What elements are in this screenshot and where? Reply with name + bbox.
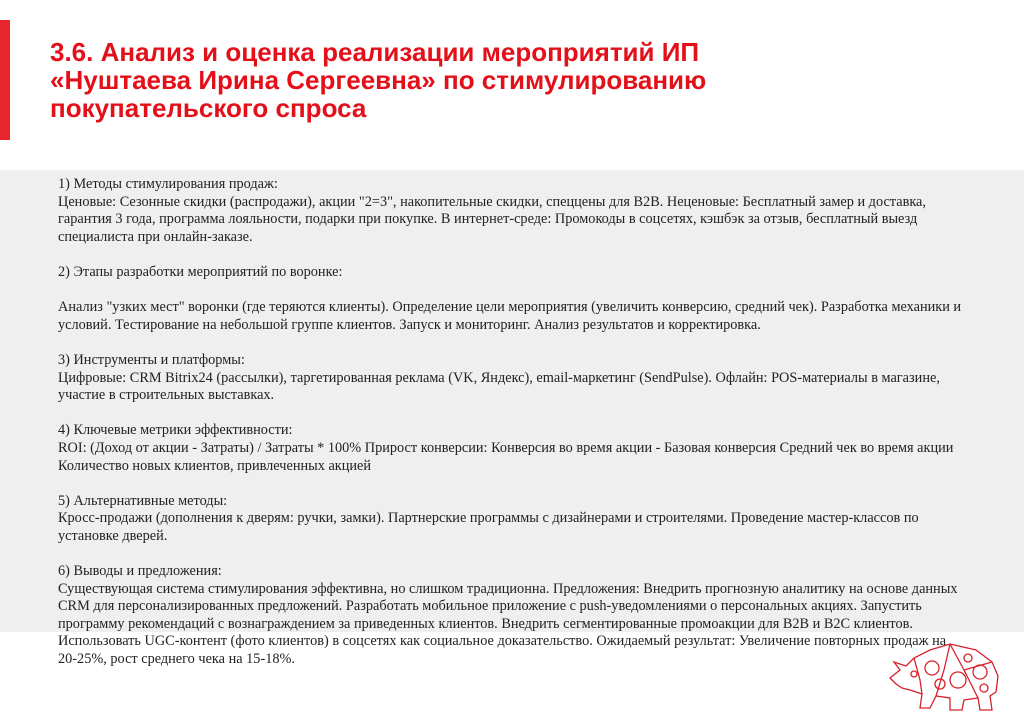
blank-line — [58, 246, 998, 264]
body-line: Использовать UGC-контент (фото клиентов) в соцсетях как социальное доказательство. Ожидаемый результат: Увеличение повторных продаж на — [58, 633, 947, 650]
body-line: Цифровые: CRM Bitrix24 (рассылки), таргетированная реклама (VK, Яндекс), email-маркетинг (SendPulse). Офлайн: POS-материалы в магазине, — [58, 369, 940, 386]
blank-line — [58, 545, 998, 563]
body-line: ROI: (Доход от акции - Затраты) / Затраты * 100% Прирост конверсии: Конверсия во время акции - Базовая конверсия Средний чек во время акции — [58, 439, 954, 456]
body-line: 20-25%, рост среднего чека на 15-18%. — [58, 651, 295, 668]
blank-line — [58, 282, 998, 300]
slide-body-text — [58, 176, 998, 669]
body-line: 4) Ключевые метрики эффективности: — [58, 422, 293, 439]
body-line: Количество новых клиентов, привлеченных акцией — [58, 457, 372, 474]
accent-bar — [0, 20, 10, 140]
title-line: «Нуштаева Ирина Сергеевна» по стимулированию — [50, 65, 707, 95]
body-line: 2) Этапы разработки мероприятий по воронке: — [58, 263, 343, 280]
body-line: CRM для персонализированных предложений. Разработать мобильное приложение с push-уведомлениями о персональных акциях. Запустить — [58, 598, 922, 615]
body-line: гарантия 3 года, программа лояльности, подарки при покупке. В интернет-среде: Промокоды в соцсетях, кэшбэк за отзыв, бесплатный выезд — [58, 211, 918, 228]
body-line: Анализ "узких мест" воронки (где теряются клиенты). Определение цели мероприятия (увеличить конверсию, средний чек). Разработка механики и — [58, 299, 962, 316]
blank-line — [58, 334, 998, 352]
body-line: 5) Альтернативные методы: — [58, 492, 228, 509]
body-line: Существующая система стимулирования эффективна, но слишком традиционна. Предложения: Внедрить прогнозную аналитику на основе данных — [58, 580, 958, 597]
rhino-logo-icon — [880, 640, 1008, 716]
body-line: программу рекомендаций с вознаграждением за приведенных клиентов. Внедрить сегментированные промоакции для B2B и B2C клиентов. — [58, 615, 913, 632]
body-line: участие в строительных выставках. — [58, 387, 275, 404]
body-line: Ценовые: Сезонные скидки (распродажи), акции "2=3", накопительные скидки, спеццены для B2B. Неценовые: Бесплатный замер и доставка, — [58, 193, 926, 210]
body-line: условий. Тестирование на небольшой группе клиентов. Запуск и мониторинг. Анализ результатов и корректировка. — [58, 316, 761, 333]
slide-title — [50, 38, 980, 122]
body-line: 6) Выводы и предложения: — [58, 563, 222, 580]
body-line: установке дверей. — [58, 527, 168, 544]
title-line: покупательского спроса — [50, 93, 367, 123]
blank-line — [58, 475, 998, 493]
body-line: Кросс-продажи (дополнения к дверям: ручки, замки). Партнерские программы с дизайнерами и строителями. Проведение мастер-классов по — [58, 510, 919, 527]
body-line: специалиста при онлайн-заказе. — [58, 228, 253, 245]
body-line: 3) Инструменты и платформы: — [58, 351, 245, 368]
title-line: 3.6. Анализ и оценка реализации мероприятий ИП — [50, 37, 700, 67]
blank-line — [58, 405, 998, 423]
body-line: 1) Методы стимулирования продаж: — [58, 176, 278, 192]
